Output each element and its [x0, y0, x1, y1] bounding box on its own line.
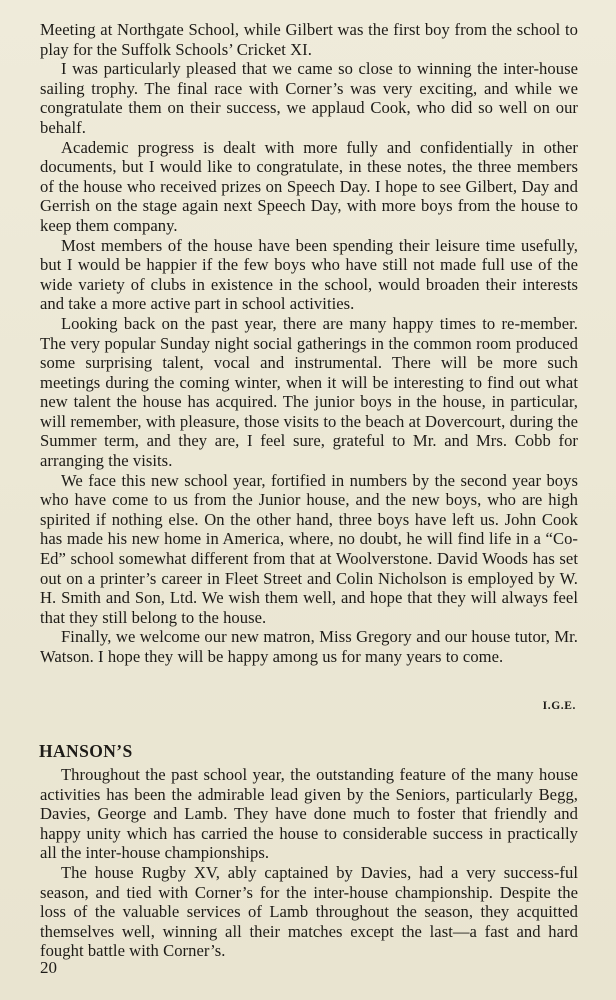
- page-number: 20: [40, 958, 57, 977]
- house-notes-text: [40, 20, 578, 667]
- paragraph: Meeting at Northgate School, while Gilbert was the first boy from the school to play for the Suffolk Schools’ Cricket XI.: [40, 20, 578, 59]
- paragraph: Academic progress is dealt with more fully and confidentially in other documents, but I would like to congratulate, in these notes, the three members of the house who received prizes on Speech Day. I hope to see Gilbert, Day and Gerrish on the stage again next Speech Day, with more boys from the house to keep them company.: [40, 137, 578, 235]
- paragraph: We face this new school year, fortified in numbers by the second year boys who have come to us from the Junior house, and the new boys, who are high spirited if nothing else. On the other hand, three boys have left us. John Cook has made his new home in America, where, no doubt, he will find life in a “Co-Ed” school somewhat different from that at Woolverstone. David Woods has set out on a printer’s career in Fleet Street and Colin Nicholson is employed by W. H. Smith and Son, Ltd. We wish them well, and hope that they will always feel that they still belong to the house.: [40, 470, 578, 627]
- section-heading: HANSON’S: [39, 741, 133, 761]
- author-initials: I.G.E.: [542, 700, 576, 712]
- hansons-text: [40, 765, 578, 961]
- paragraph: I was particularly pleased that we came so close to winning the inter-house sailing trophy. The final race with Corner’s was very exciting, and while we congratulate them on their success, we applaud Cook, who did so well on our behalf.: [40, 59, 578, 137]
- paragraph: Most members of the house have been spending their leisure time usefully, but I would be happier if the few boys who have still not made full use of the wide variety of clubs in existence in the school, would broaden their interests and take a more active part in school activities.: [40, 235, 578, 314]
- paragraph: Looking back on the past year, there are many happy times to re-member. The very popular Sunday night social gatherings in the common room produced some surprising talent, vocal and instrumental. There will be more such meetings during the coming winter, when it will be interesting to find out what new talent the house has acquired. The junior boys in the house, in particular, will remember, with pleasure, those visits to the beach at Dovercourt, during the Summer term, and they are, I feel sure, grateful to Mr. and Mrs. Cobb for arranging the visits.: [40, 313, 578, 471]
- paragraph: The house Rugby XV, ably captained by Davies, had a very success-ful season, and tied with Corner’s for the inter-house championship. Despite the loss of the valuable services of Lamb throughout the season, they acquitted themselves well, winning all their matches except the last—a fast and hard fought battle with Corner’s.: [40, 862, 578, 961]
- paragraph: Finally, we welcome our new matron, Miss Gregory and our house tutor, Mr. Watson. I hope they will be happy among us for many years to come.: [40, 627, 578, 666]
- paragraph: Throughout the past school year, the outstanding feature of the many house activities has been the admirable lead given by the Seniors, particularly Begg, Davies, George and Lamb. They have done much to foster that friendly and happy unity which has carried the house to considerable success in practically all the inter-house championships.: [40, 765, 578, 863]
